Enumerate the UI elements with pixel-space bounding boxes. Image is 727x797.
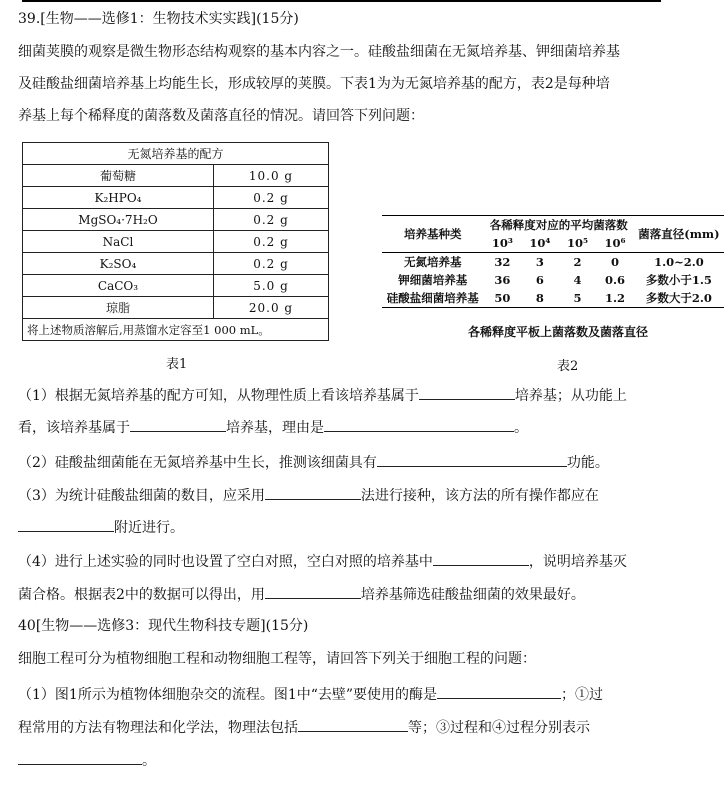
table2-col-medium: 培养基种类 (382, 216, 484, 253)
table2-title: 各稀释度平板上菌落数及菌落直径 (468, 325, 649, 339)
table1-amount: 0.2 g (213, 209, 328, 231)
table2-count: 0 (611, 255, 620, 269)
table2-medium-name: 钾细菌培养基 (398, 273, 468, 287)
table2-caption: 表2 (557, 359, 579, 374)
table2-colony-counts (382, 215, 724, 308)
table1-amount: 0.2 g (213, 231, 328, 253)
table1-amount: 0.2 g (213, 253, 328, 275)
answer-blank[interactable] (437, 683, 561, 699)
table2-count: 32 (494, 255, 511, 269)
q39-4-line2: 菌合格。根据表2中的数据可以得出，用 培养基筛选硅酸盐细菌的效果最好。 (18, 583, 585, 605)
table2-dilution: 10⁵ (559, 234, 597, 253)
table2-diameter: 1.0~2.0 (654, 255, 704, 269)
table1-amount: 0.2 g (213, 187, 328, 209)
table2-diameter: 多数大于2.0 (634, 289, 724, 308)
answer-blank[interactable] (265, 484, 361, 500)
answer-blank[interactable] (130, 416, 226, 432)
table2-dilution: 10⁴ (521, 234, 559, 253)
q39-1-line2: 看，该培养基属于 培养基，理由是 。 (18, 416, 528, 438)
table1-ingredient: CaCO₃ (23, 275, 214, 297)
answer-blank[interactable] (18, 516, 114, 532)
table2-count: 4 (573, 273, 582, 287)
q39-3-line1: （3）为统计硅酸盐细菌的数目，应采用 法进行接种，该方法的所有操作都应在 (18, 484, 599, 506)
answer-blank[interactable] (377, 451, 567, 467)
q40-1-line2: 程常用的方法有物理法和化学法，物理法包括 等；③过程和④过程分别表示 (18, 716, 590, 738)
table2-row (382, 271, 724, 289)
answer-blank[interactable] (433, 550, 529, 566)
table2-col-diameter: 菌落直径(mm) (634, 216, 724, 253)
answer-blank[interactable] (298, 716, 408, 732)
table2-count: 36 (494, 273, 511, 287)
table1-ingredient: K₂HPO₄ (23, 187, 214, 209)
table2-row (382, 253, 724, 272)
table1-amount: 5.0 g (213, 275, 328, 297)
table2-count: 0.6 (605, 273, 626, 287)
table2-diameter: 多数小于1.5 (645, 273, 712, 287)
table2-medium-name: 无氮培养基 (404, 255, 462, 269)
table2-dilution: 10⁶ (596, 234, 634, 253)
table1-ingredient: MgSO₄·7H₂O (23, 209, 214, 231)
table2-count: 2 (573, 255, 582, 269)
table1-ingredient: K₂SO₄ (23, 253, 214, 275)
q39-4-line1: （4）进行上述实验的同时也设置了空白对照，空白对照的培养基中 ，说明培养基灭 (18, 550, 627, 572)
table2-count: 5 (559, 289, 597, 308)
q39-title: 39.[生物——选修1：生物技术实实践](15分) (18, 11, 299, 27)
answer-blank[interactable] (265, 583, 361, 599)
q40-1-line1: （1）图1所示为植物体细胞杂交的流程。图1中“去壁”要使用的酶是 ；①过 (18, 683, 603, 705)
q39-1-line1: （1）根据无氮培养基的配方可知，从物理性质上看该培养基属于 培养基；从功能上 (18, 384, 627, 406)
q40-1-line3: 。 (18, 749, 156, 771)
table2-count: 6 (535, 273, 544, 287)
q39-3-line2: 附近进行。 (18, 516, 184, 538)
table1-medium-recipe (22, 142, 329, 341)
q39-paragraph-line2: 及硅酸盐细菌培养基上均能生长，形成较厚的荚膜。下表1为为无氮培养基的配方，表2是每种培 (18, 76, 610, 92)
table1-ingredient: 琼脂 (23, 297, 214, 319)
q39-paragraph-line1: 细菌荚膜的观察是微生物形态结构观察的基本内容之一。硅酸盐细菌在无氮培养基、钾细菌培养基 (18, 44, 620, 60)
q40-paragraph: 细胞工程可分为植物细胞工程和动物细胞工程等，请回答下列关于细胞工程的问题： (18, 651, 536, 667)
table2-count: 8 (521, 289, 559, 308)
q39-paragraph-line3: 养基上每个稀释度的菌落数及菌落直径的情况。请回答下列问题： (18, 108, 424, 124)
table2-count: 50 (484, 289, 522, 308)
table2-row (382, 289, 724, 308)
table1-ingredient: NaCl (23, 231, 214, 253)
table1-header: 无氮培养基的配方 (23, 143, 329, 165)
table2-medium-name: 硅酸盐细菌培养基 (382, 289, 484, 308)
top-rule (22, 0, 661, 2)
table2-count: 3 (535, 255, 544, 269)
answer-blank[interactable] (18, 749, 142, 765)
table1-ingredient: 葡萄糖 (23, 165, 214, 187)
table1-note: 将上述物质溶解后,用蒸馏水定容至1 000 mL。 (23, 319, 329, 341)
answer-blank[interactable] (324, 416, 514, 432)
table2-dilution: 10³ (484, 234, 522, 253)
table2-col-counts: 各稀释度对应的平均菌落数 (484, 216, 634, 235)
table1-amount: 10.0 g (213, 165, 328, 187)
table2-count: 1.2 (596, 289, 634, 308)
q40-title: 40[生物——选修3：现代生物科技专题](15分) (18, 618, 309, 634)
q39-2: （2）硅酸盐细菌能在无氮培养基中生长，推测该细菌具有 功能。 (18, 451, 609, 473)
answer-blank[interactable] (419, 384, 515, 400)
table1-caption: 表1 (166, 357, 188, 372)
table1-amount: 20.0 g (213, 297, 328, 319)
